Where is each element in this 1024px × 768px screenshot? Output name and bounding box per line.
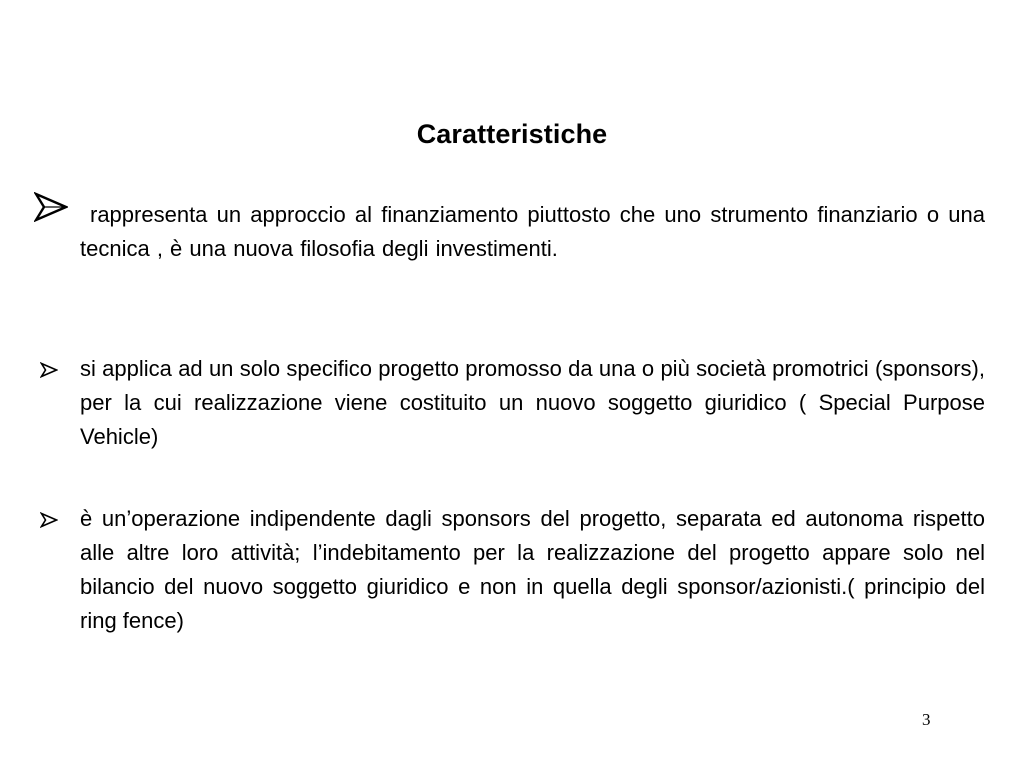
slide-title: Caratteristiche xyxy=(416,119,608,149)
bullet-item-3 xyxy=(80,502,985,638)
page-number: 3 xyxy=(922,710,931,729)
bullet-item-1 xyxy=(80,198,985,266)
bullet-text: si applica ad un solo specifico progetto promosso da una o più società promotrici (sponsors), per la cui realizzazione viene costituito un nuovo soggetto giuridico ( Special Purpose Vehicle) xyxy=(80,356,985,449)
bullet-item-2 xyxy=(80,352,985,454)
bullet-text: è un’operazione indipendente dagli sponsors del progetto, separata ed autonoma rispetto alle altre loro attività; l’indebitamento per la realizzazione del progetto appare solo nel bilancio del nuovo soggetto giuridico e non in quella degli sponsor/azionisti.( principio del ring fence) xyxy=(80,506,985,633)
arrowhead-bullet-icon xyxy=(40,362,58,378)
bullet-text: rappresenta un approccio al finanziamento piuttosto che uno strumento finanziario o una tecnica , è una nuova filosofia degli investimenti. xyxy=(80,202,985,261)
arrowhead-bullet-icon xyxy=(34,192,68,222)
arrowhead-bullet-icon xyxy=(40,512,58,528)
